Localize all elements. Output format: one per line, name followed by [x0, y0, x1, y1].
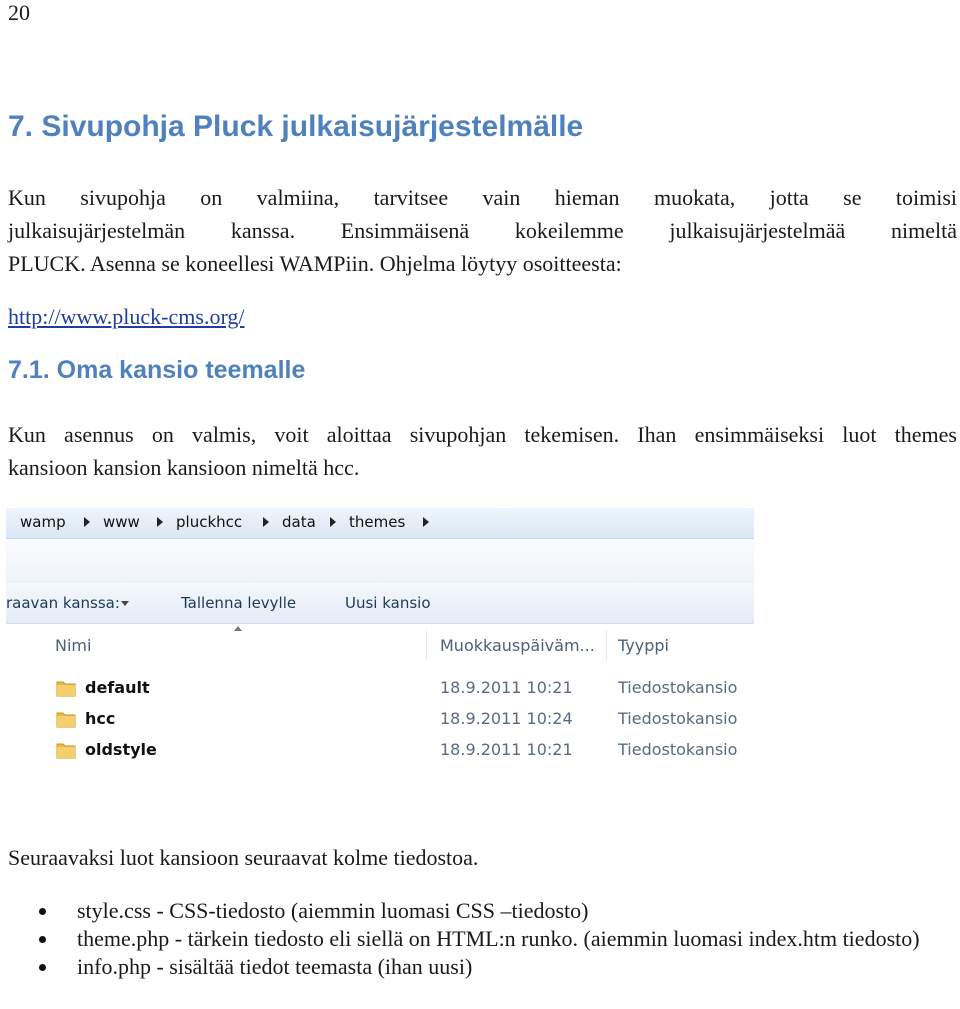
- file-date: 18.9.2011 10:21: [440, 678, 573, 697]
- column-header-modified[interactable]: Muokkauspäiväm...: [440, 636, 595, 655]
- folder-icon: [56, 709, 76, 729]
- folder-icon: [56, 740, 76, 760]
- burn-button[interactable]: Tallenna levylle: [181, 594, 297, 612]
- intro-line-2: julkaisujärjestelmän kanssa. Ensimmäisenä kokeilemme julkaisujärjestelmää nimeltä: [8, 218, 957, 243]
- file-type: Tiedostokansio: [618, 678, 738, 697]
- breadcrumb-pluckhcc[interactable]: pluckhcc: [176, 513, 243, 531]
- next-paragraph: Seuraavaksi luot kansioon seuraavat kolme tiedostoa.: [8, 845, 479, 870]
- file-name[interactable]: default: [85, 678, 150, 697]
- page-number: 20: [8, 0, 30, 25]
- chapter-title: 7. Sivupohja Pluck julkaisujärjestelmälle: [8, 110, 584, 143]
- chevron-right-icon[interactable]: [157, 517, 163, 527]
- address-bar[interactable]: [6, 508, 754, 539]
- file-date: 18.9.2011 10:24: [440, 709, 573, 728]
- intro-paragraph: [8, 181, 957, 280]
- explorer-screenshot: [6, 508, 754, 810]
- file-row[interactable]: [6, 673, 754, 704]
- subsection-line-1: Kun asennus on valmis, voit aloittaa sivupohjan tekemisen. Ihan ensimmäiseksi luot themes: [8, 422, 957, 447]
- file-row[interactable]: [6, 735, 754, 766]
- list-item: [0, 925, 950, 953]
- list-item-text: info.php - sisältää tiedot teemasta (ihan uusi): [77, 954, 473, 979]
- list-item: [0, 897, 950, 925]
- column-divider[interactable]: [426, 630, 427, 660]
- subsection-paragraph: [8, 418, 957, 484]
- breadcrumb-www[interactable]: www: [103, 513, 140, 531]
- file-name[interactable]: hcc: [85, 709, 116, 728]
- breadcrumb-themes[interactable]: themes: [349, 513, 406, 531]
- chevron-right-icon[interactable]: [423, 517, 429, 527]
- share-with-button[interactable]: raavan kanssa:: [6, 594, 120, 612]
- file-name[interactable]: oldstyle: [85, 740, 157, 759]
- column-header-name[interactable]: Nimi: [55, 636, 92, 655]
- command-bar: [6, 583, 754, 624]
- intro-line-1: Kun sivupohja on valmiina, tarvitsee vain hieman muokata, jotta se toimisi: [8, 185, 957, 210]
- chevron-right-icon[interactable]: [263, 517, 269, 527]
- list-item-text: style.css - CSS-tiedosto (aiemmin luomasi CSS –tiedosto): [77, 898, 589, 923]
- file-date: 18.9.2011 10:21: [440, 740, 573, 759]
- breadcrumb-wamp[interactable]: wamp: [20, 513, 66, 531]
- chevron-right-icon[interactable]: [330, 517, 336, 527]
- intro-line-3: PLUCK. Asenna se koneellesi WAMPiin. Ohjelma löytyy osoitteesta:: [8, 251, 622, 276]
- file-list: [0, 897, 950, 981]
- subsection-line-2: kansioon kansion kansioon nimeltä hcc.: [8, 455, 360, 480]
- window-chrome-gap: [6, 539, 754, 583]
- folder-icon: [56, 678, 76, 698]
- file-type: Tiedostokansio: [618, 740, 738, 759]
- subsection-title: 7.1. Oma kansio teemalle: [8, 356, 306, 384]
- chevron-down-icon[interactable]: [121, 601, 129, 606]
- bullet-icon: [39, 936, 46, 943]
- bullet-icon: [39, 908, 46, 915]
- new-folder-button[interactable]: Uusi kansio: [345, 594, 431, 612]
- bullet-icon: [39, 964, 46, 971]
- sort-ascending-icon: [234, 626, 242, 631]
- file-row[interactable]: [6, 704, 754, 735]
- list-item-text: theme.php - tärkein tiedosto eli siellä on HTML:n runko. (aiemmin luomasi index.htm tiedosto): [77, 926, 920, 951]
- breadcrumb-data[interactable]: data: [282, 513, 316, 531]
- file-type: Tiedostokansio: [618, 709, 738, 728]
- pluck-link[interactable]: http://www.pluck-cms.org/: [8, 304, 245, 329]
- chevron-right-icon[interactable]: [84, 517, 90, 527]
- list-item: [0, 953, 950, 981]
- column-header-type[interactable]: Tyyppi: [618, 636, 669, 655]
- column-divider[interactable]: [606, 630, 607, 660]
